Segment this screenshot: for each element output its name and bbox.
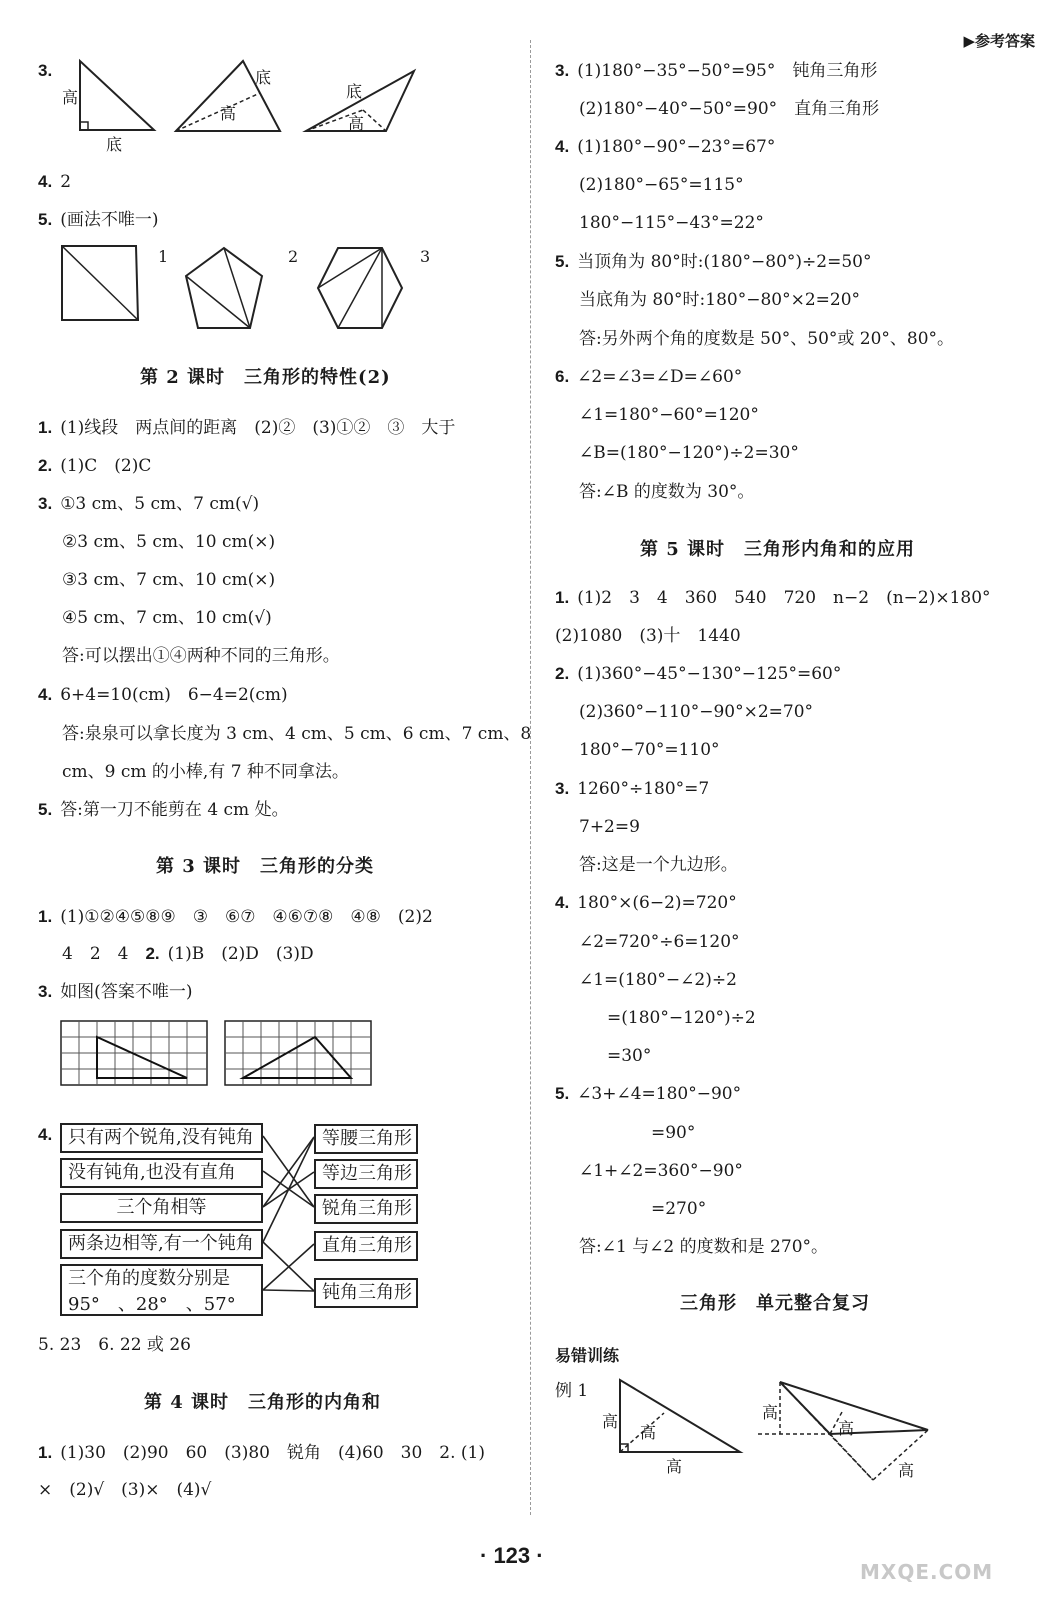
lesson2-item-2: 2. (1)C (2)C: [38, 456, 152, 476]
section-title-lesson-4: 第 4 课时 三角形的内角和: [144, 1392, 382, 1413]
lesson5-item-3: 3. 1260°÷180°=7: [555, 779, 710, 799]
example-height-diagrams: [598, 1372, 938, 1502]
r-item-5-answer: 答:另外两个角的度数是 50°、50°或 20°、80°。: [579, 329, 955, 349]
height-triangle-diagrams: [58, 55, 428, 155]
section-title-lesson-5: 第 5 课时 三角形内角和的应用: [640, 539, 916, 560]
svg-text:高: 高: [602, 1412, 619, 1431]
example-1-label: 例 1: [555, 1381, 589, 1401]
svg-text:高: 高: [666, 1457, 683, 1476]
lesson5-item-1-line: (2)1080 (3)十 1440: [555, 626, 741, 646]
lesson2-item-5: 5. 答:第一刀不能剪在 4 cm 处。: [38, 800, 289, 820]
match-left-box-multiline: 三个角的度数分别是 95° 、28° 、57°: [60, 1264, 263, 1316]
svg-text:高: 高: [762, 1403, 779, 1422]
lesson5-item-4-line: ∠1=(180°−∠2)÷2: [579, 970, 737, 990]
lesson5-item-5-line: =270°: [651, 1199, 707, 1219]
svg-text:高: 高: [898, 1461, 915, 1480]
lesson5-item-4-line: =(180°−120°)÷2: [607, 1008, 756, 1028]
lesson2-item-3-line: ④5 cm、7 cm、10 cm(√): [62, 608, 272, 628]
lesson4-item-1-line: × (2)√ (3)× (4)√: [38, 1480, 212, 1500]
match-left-box: 没有钝角,也没有直角: [60, 1158, 263, 1188]
grid-triangle-diagrams: [60, 1020, 380, 1088]
lesson2-item-4-line: 答:泉泉可以拿长度为 3 cm、4 cm、5 cm、6 cm、7 cm、8: [62, 724, 532, 744]
svg-text:高: 高: [62, 88, 79, 107]
lesson2-item-4: 4. 6+4=10(cm) 6−4=2(cm): [38, 685, 288, 705]
r-item-6-answer: 答:∠B 的度数为 30°。: [579, 482, 755, 502]
item-4: 4. 2: [38, 172, 72, 192]
match-right-box: 直角三角形: [314, 1231, 418, 1261]
lesson5-item-3-line: 7+2=9: [579, 817, 640, 837]
svg-text:2: 2: [288, 247, 299, 266]
svg-text:3: 3: [420, 247, 431, 266]
lesson5-item-2-line: (2)360°−110°−90°×2=70°: [579, 702, 814, 722]
match-left-box: 只有两个锐角,没有钝角: [60, 1123, 263, 1153]
item-5: 5. (画法不唯一): [38, 210, 159, 230]
match-right-box: 等腰三角形: [314, 1124, 418, 1154]
lesson2-item-3: 3. ①3 cm、5 cm、7 cm(√): [38, 494, 260, 514]
r-item-3-line: (2)180°−40°−50°=90° 直角三角形: [579, 99, 880, 119]
lesson5-item-5-answer: 答:∠1 与∠2 的度数和是 270°。: [579, 1237, 829, 1257]
r-item-3: 3. (1)180°−35°−50°=95° 钝角三角形: [555, 61, 878, 81]
lesson3-item-3: 3. 如图(答案不唯一): [38, 982, 193, 1002]
matching-lines: [263, 1120, 315, 1320]
lesson3-item-1-line: 4 2 4 2. (1)B (2)D (3)D: [62, 944, 314, 964]
r-item-4-line: (2)180°−65°=115°: [579, 175, 744, 195]
lesson3-item-4-number: 4.: [38, 1125, 53, 1144]
r-item-6: 6. ∠2=∠3=∠D=∠60°: [555, 367, 743, 387]
r-item-5-line: 当底角为 80°时:180°−80°×2=20°: [579, 290, 861, 310]
lesson5-item-2-line: 180°−70°=110°: [579, 740, 720, 760]
svg-text:底: 底: [346, 82, 363, 101]
lesson2-item-3-line: ③3 cm、7 cm、10 cm(×): [62, 570, 276, 590]
lesson5-item-5: 5. ∠3+∠4=180°−90°: [555, 1084, 742, 1104]
lesson5-item-2: 2. (1)360°−45°−130°−125°=60°: [555, 664, 842, 684]
lesson5-item-1: 1. (1)2 3 4 360 540 720 n−2 (n−2)×180°: [555, 588, 991, 608]
r-item-6-line: ∠B=(180°−120°)÷2=30°: [579, 443, 799, 463]
svg-text:1: 1: [158, 247, 169, 266]
lesson5-item-5-line: ∠1+∠2=360°−90°: [579, 1161, 743, 1181]
svg-text:高: 高: [220, 104, 237, 123]
r-item-4: 4. (1)180°−90°−23°=67°: [555, 137, 776, 157]
match-right-box: 钝角三角形: [314, 1278, 418, 1308]
match-right-box: 锐角三角形: [314, 1194, 418, 1224]
match-left-box: 三个角相等: [60, 1193, 263, 1223]
subsection-error-training: 易错训练: [555, 1348, 620, 1365]
svg-text:高: 高: [640, 1423, 657, 1442]
lesson3-items-5-6: 5. 23 6. 22 或 26: [38, 1335, 191, 1355]
column-divider: [530, 40, 531, 1515]
lesson5-item-5-line: =90°: [651, 1123, 696, 1143]
polygon-division-diagrams: [58, 240, 438, 335]
lesson2-item-1: 1. (1)线段 两点间的距离 (2)② (3)①② ③ 大于: [38, 418, 456, 438]
lesson2-item-3-line: ②3 cm、5 cm、10 cm(×): [62, 532, 276, 552]
r-item-5: 5. 当顶角为 80°时:(180°−80°)÷2=50°: [555, 252, 872, 272]
svg-text:高: 高: [348, 114, 365, 133]
lesson2-item-4-line: cm、9 cm 的小棒,有 7 种不同拿法。: [62, 762, 349, 782]
section-title-lesson-2: 第 2 课时 三角形的特性(2): [140, 367, 391, 388]
lesson2-item-3-answer: 答:可以摆出①④两种不同的三角形。: [62, 646, 340, 666]
item-3-number: 3.: [38, 61, 53, 80]
section-title-lesson-3: 第 3 课时 三角形的分类: [156, 856, 375, 877]
lesson3-item-1: 1. (1)①②④⑤⑧⑨ ③ ⑥⑦ ④⑥⑦⑧ ④⑧ (2)2: [38, 907, 433, 927]
match-right-box: 等边三角形: [314, 1159, 418, 1189]
lesson5-item-3-answer: 答:这是一个九边形。: [579, 855, 738, 875]
watermark: MXQE.COM: [860, 1560, 994, 1584]
svg-text:高: 高: [838, 1419, 855, 1438]
lesson4-item-1: 1. (1)30 (2)90 60 (3)80 锐角 (4)60 30 2. (1): [38, 1443, 486, 1463]
match-left-box: 两条边相等,有一个钝角: [60, 1229, 263, 1259]
r-item-4-line: 180°−115°−43°=22°: [579, 213, 764, 233]
svg-text:底: 底: [106, 135, 123, 154]
r-item-6-line: ∠1=180°−60°=120°: [579, 405, 759, 425]
lesson5-item-4: 4. 180°×(6−2)=720°: [555, 893, 737, 913]
section-title-unit-review: 三角形 单元整合复习: [680, 1293, 870, 1314]
svg-text:底: 底: [255, 68, 272, 87]
header-section-tag: ▶参考答案: [963, 32, 1035, 50]
lesson5-item-4-line: =30°: [607, 1046, 652, 1066]
lesson5-item-4-line: ∠2=720°÷6=120°: [579, 932, 740, 952]
page-number: · 123 ·: [480, 1543, 544, 1568]
